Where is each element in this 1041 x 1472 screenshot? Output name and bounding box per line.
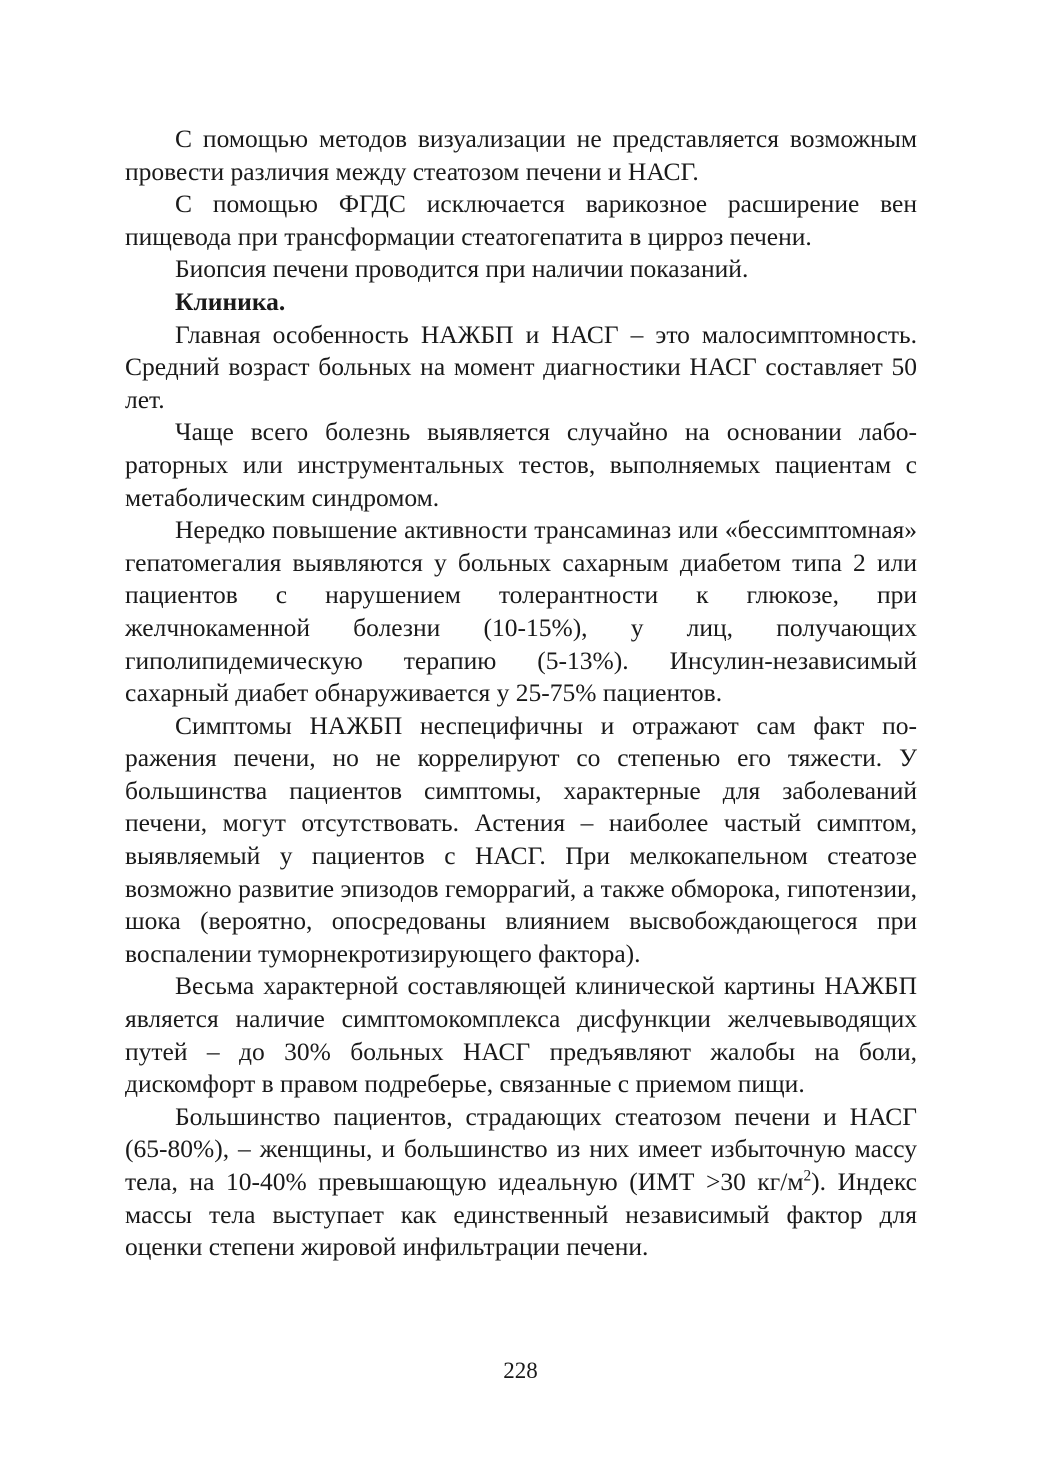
body-mass-text-end: ). Индекс массы тела выступает как единственный независимый фактор для оценки степени жировой инфильтрации печени.	[125, 1167, 918, 1262]
paragraph-body-mass	[125, 1101, 917, 1264]
body-mass-text-start: Большинство пациентов, страдающих стеатозом печени и НАСГ (65-80%), – женщины, и большинство из них имеет избыточную массу тела, на 10-40% превышающую идеальную (ИМТ >30 кг/м	[125, 1101, 917, 1196]
paragraph-biliary-dysfunction: Весьма характерной составляющей клинической картины НАЖБП является наличие симптомокомплекса дисфункции желчевыводящих путей – до 30% больных НАСГ предъявляют жалобы на боли, дискомфорт в правом подреберье, связанные с приемом пищи.	[125, 971, 917, 1099]
paragraph-main-feature: Главная особенность НАЖБП и НАСГ – это малосимптомность. Средний возраст больных на момент диагностики НАСГ составляет 50 лет.	[125, 319, 917, 414]
section-heading-clinic: Клиника.	[175, 286, 286, 316]
paragraph-transaminases: Нередко повышение активности трансаминаз или «бессимптомная» гепатомегалия выявляются у больных сахарным диабетом типа 2 или пациентов с нарушением толерантности к глюкозе, при желчнокаменной болезни (10-15%), у лиц, получающих гиполипидемическую терапию (5-13%). Инсулин-независимый сахарный диабет обнаруживается у 25-75% пациентов.	[125, 515, 917, 708]
paragraph-symptoms: Симптомы НАЖБП неспецифичны и отражают сам факт поражения печени, но не коррелируют со степенью его тяжести. У большинства пациентов симптомы, характерные для заболеваний печени, могут отсутствовать. Астения – наиболее частый симптом, выявляемый у пациентов с НАСГ. При мелкокапельном стеатозе возможно развитие эпизодов геморрагий, а также обморока, гипотензии, шока (вероятно, опосредованы влиянием высвобождающегося при воспалении туморнекротизирующего фактора).	[125, 710, 917, 968]
page-number: 228	[503, 1358, 538, 1383]
body-text	[125, 123, 917, 1264]
paragraph-visualization: С помощью методов визуализации не представляется возможным провести различия между стеатозом печени и НАСГ.	[125, 124, 917, 186]
superscript-two: 2	[803, 1167, 812, 1185]
paragraph-detection: Чаще всего болезнь выявляется случайно на основании лабораторных или инструментальных тестов, выполняемых пациентам с метаболическим синдромом.	[125, 417, 917, 512]
paragraph-fgds: С помощью ФГДС исключается варикозное расширение вен пищевода при трансформации стеатогепатита в цирроз печени.	[125, 189, 917, 251]
paragraph-biopsy: Биопсия печени проводится при наличии показаний.	[175, 254, 749, 284]
